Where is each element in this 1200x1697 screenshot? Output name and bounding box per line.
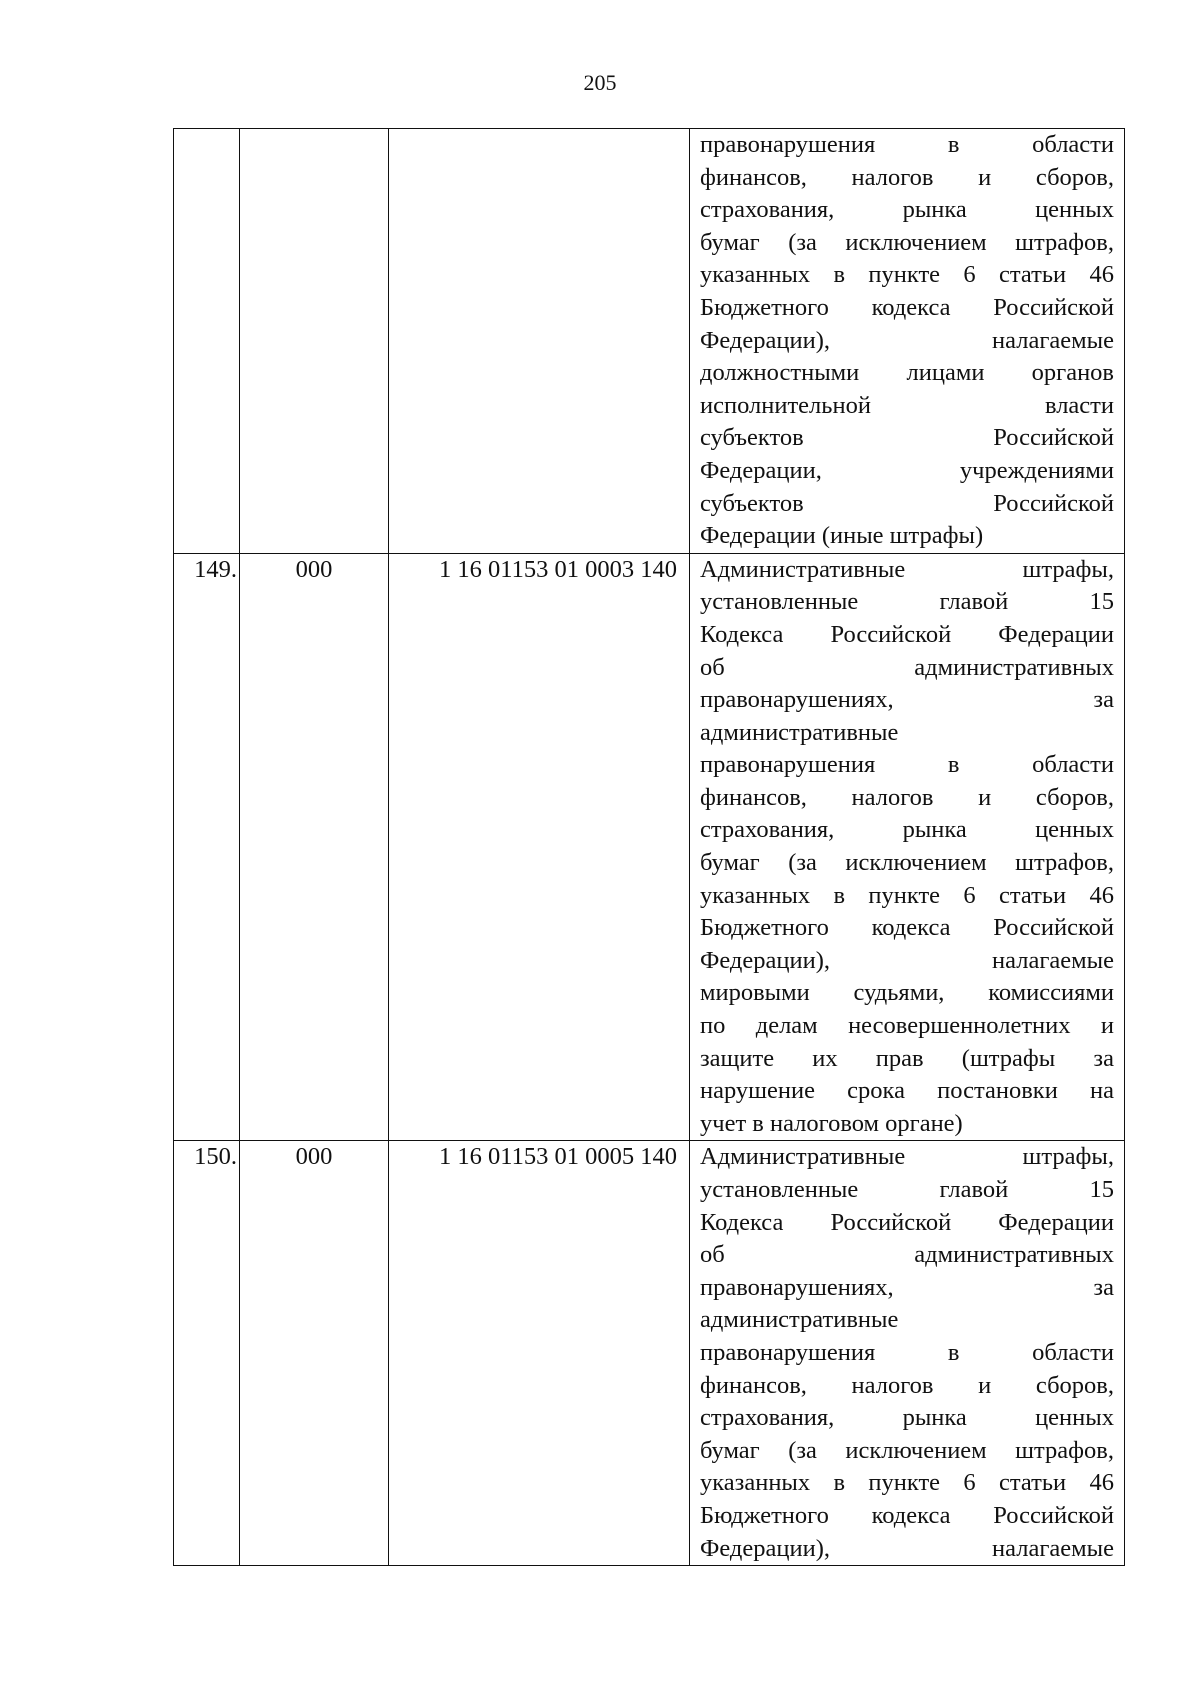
description-line: субъектов Российской bbox=[700, 424, 1114, 452]
description-cell bbox=[690, 129, 1125, 554]
description-line: страхования, рынка ценных bbox=[700, 196, 1114, 224]
description-line: указанных в пункте 6 статьи 46 bbox=[700, 261, 1114, 289]
description-line: учет в налоговом органе) bbox=[700, 1109, 963, 1137]
description-cell bbox=[690, 1141, 1125, 1566]
kbk-code-cell: 1 16 01153 01 0005 140 bbox=[389, 1141, 690, 1566]
description-line: Федерации, учреждениями bbox=[700, 456, 1114, 484]
description-line: страхования, рынка ценных bbox=[700, 816, 1114, 844]
admin-code-cell: 000 bbox=[240, 553, 389, 1141]
description-line: бумаг (за исключением штрафов, bbox=[700, 849, 1114, 877]
description-line: установленные главой 15 bbox=[700, 1176, 1114, 1203]
admin-code-cell: 000 bbox=[240, 1141, 389, 1566]
description-line: мировыми судьями, комиссиями bbox=[700, 979, 1114, 1007]
description-line: страхования, рынка ценных bbox=[700, 1404, 1114, 1432]
description-line: об административных bbox=[700, 1241, 1114, 1269]
table-row bbox=[174, 553, 1125, 1141]
description-line: Кодекса Российской Федерации bbox=[700, 1208, 1114, 1236]
description-line: Административные штрафы, bbox=[700, 555, 1114, 583]
admin-code-cell bbox=[240, 129, 389, 554]
row-number-cell bbox=[174, 129, 240, 554]
description-line: бумаг (за исключением штрафов, bbox=[700, 1436, 1114, 1464]
description-line: Федерации (иные штрафы) bbox=[700, 522, 984, 550]
description-line: административные bbox=[700, 1306, 899, 1334]
description-cell bbox=[690, 553, 1125, 1141]
kbk-code-cell: 1 16 01153 01 0003 140 bbox=[389, 553, 690, 1141]
description-line: административные bbox=[700, 718, 899, 746]
description-line: Бюджетного кодекса Российской bbox=[700, 1501, 1114, 1529]
description-line: финансов, налогов и сборов, bbox=[700, 163, 1114, 191]
table-row bbox=[174, 129, 1125, 554]
description-line: нарушение срока постановки на bbox=[700, 1077, 1114, 1105]
description-line: исполнительной власти bbox=[700, 391, 1114, 419]
description-line: по делам несовершеннолетних и bbox=[700, 1012, 1114, 1040]
description-line: указанных в пункте 6 статьи 46 bbox=[700, 881, 1114, 909]
description-line: должностными лицами органов bbox=[700, 359, 1114, 387]
description-line: Бюджетного кодекса Российской bbox=[700, 293, 1114, 321]
description-line: финансов, налогов и сборов, bbox=[700, 1371, 1114, 1399]
description-line: правонарушениях, за bbox=[700, 1273, 1114, 1301]
description-line: субъектов Российской bbox=[700, 489, 1114, 517]
description-line: финансов, налогов и сборов, bbox=[700, 783, 1114, 811]
description-line: правонарушения в области bbox=[700, 131, 1114, 158]
row-number-cell: 149. bbox=[174, 553, 240, 1141]
kbk-code-cell bbox=[389, 129, 690, 554]
description-line: правонарушения в области bbox=[700, 751, 1114, 779]
description-line: указанных в пункте 6 статьи 46 bbox=[700, 1469, 1114, 1497]
description-line: бумаг (за исключением штрафов, bbox=[700, 228, 1114, 256]
revenue-codes-table bbox=[173, 128, 1125, 1566]
description-line: Федерации), налагаемые bbox=[700, 1534, 1114, 1562]
description-line: Кодекса Российской Федерации bbox=[700, 620, 1114, 648]
page-number: 205 bbox=[583, 70, 617, 95]
description-line: защите их прав (штрафы за bbox=[700, 1044, 1114, 1072]
description-line: установленные главой 15 bbox=[700, 588, 1114, 616]
description-line: об административных bbox=[700, 653, 1114, 681]
description-line: правонарушения в области bbox=[700, 1338, 1114, 1366]
row-number-cell: 150. bbox=[174, 1141, 240, 1566]
description-line: Федерации), налагаемые bbox=[700, 946, 1114, 974]
description-line: Административные штрафы, bbox=[700, 1143, 1114, 1171]
description-line: Федерации), налагаемые bbox=[700, 326, 1114, 354]
description-line: правонарушениях, за bbox=[700, 686, 1114, 714]
table-row bbox=[174, 1141, 1125, 1566]
description-line: Бюджетного кодекса Российской bbox=[700, 914, 1114, 942]
